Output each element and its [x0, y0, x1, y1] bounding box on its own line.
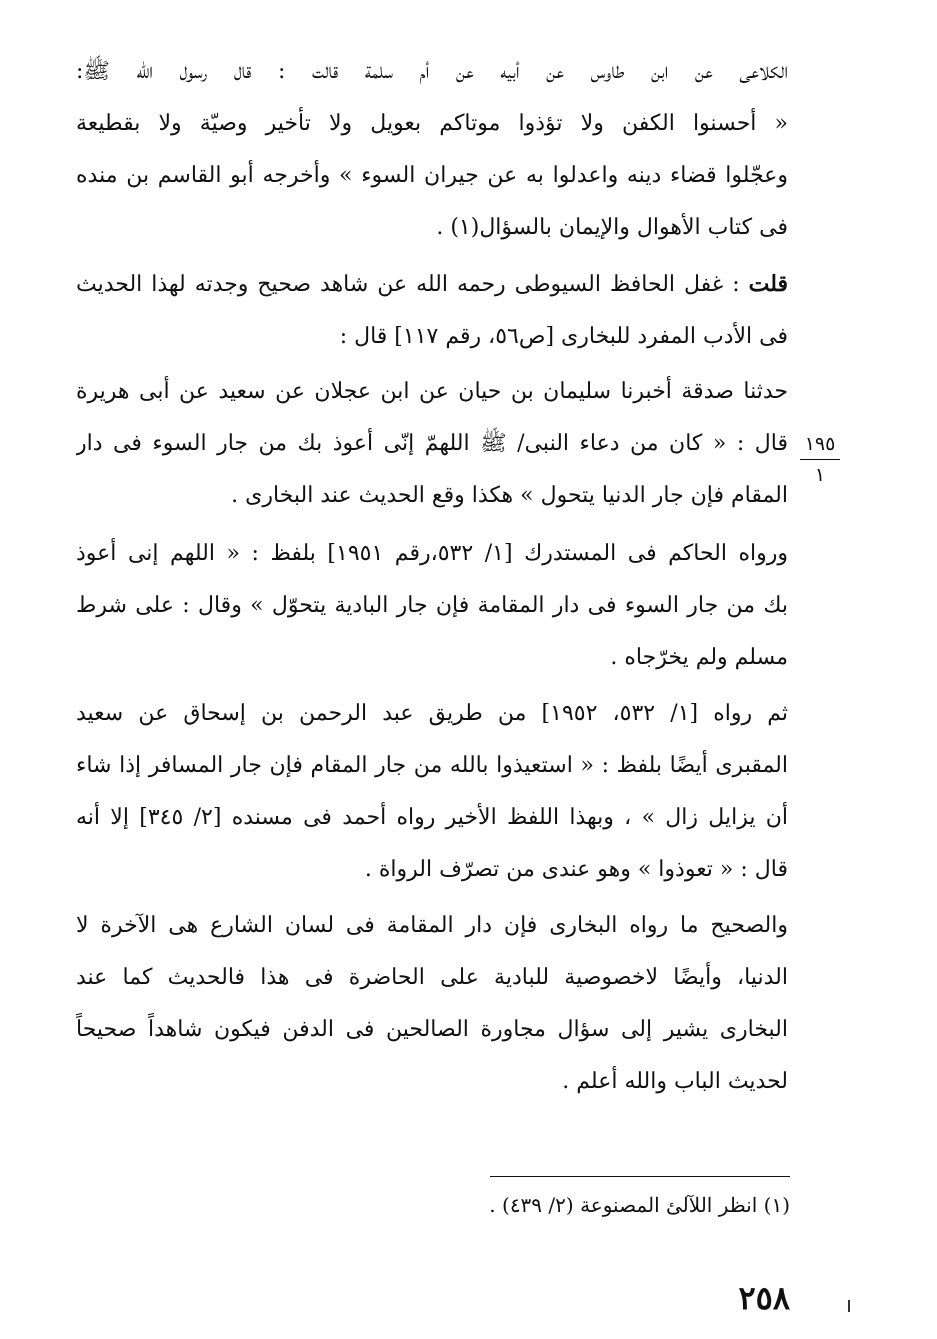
text-line: أن يزايل زال » ، وبهذا اللفظ الأخير رواه أحمد فى مسنده [٢/ ٣٤٥] إلا أنه	[76, 805, 788, 830]
text-line: فى الأدب المفرد للبخارى [ص٥٦، رقم ١١٧] قال :	[339, 324, 788, 349]
text-line: قال : « كان من دعاء النبى/ ﷺ اللهمّ إنّى أعوذ بك من جار السوء فى دار	[76, 431, 788, 456]
text-line: وعجّلوا قضاء دينه واعدلوا به عن جيران السوء » وأخرجه أبو القاسم بن منده	[76, 163, 788, 188]
margin-reference	[800, 432, 840, 487]
text-line: لحديث الباب والله أعلم .	[562, 1069, 788, 1094]
text-line: المقام فإن جار الدنيا يتحول » هكذا وقع الحديث عند البخارى .	[231, 483, 788, 508]
text-line: الكلاعى عن ابن طاوس عن أبيه عن أم سلمة قالت : قال رسول الله ﷺ:	[76, 59, 788, 84]
text-line: البخارى يشير إلى سؤال مجاورة الصالحين فى الدفن فيكون شاهداً صحيحاً	[76, 1017, 788, 1042]
margin-reference-top: ١٩٥	[804, 433, 836, 455]
paragraph-1	[76, 46, 788, 254]
scan-mark	[848, 1300, 850, 1312]
margin-reference-bottom: ١	[814, 464, 826, 486]
text-line: الدنيا، وأيضًا لاخصوصية للبادية على الحاضرة فى هذا فالحديث كما عند	[76, 965, 788, 990]
text-line-rest: : غفل الحافظ السيوطى رحمه الله عن شاهد صحيح وجدته لهذا الحديث	[76, 272, 749, 297]
paragraph-4	[76, 528, 788, 684]
footnote: (١) انظر اللآلئ المصنوعة (٢/ ٤٣٩) .	[489, 1193, 790, 1217]
paragraph-lead-word: قلت	[748, 271, 788, 297]
text-line: والصحيح ما رواه البخارى فإن دار المقامة فى لسان الشارع هى الآخرة لا	[76, 913, 788, 938]
paragraph-3	[76, 366, 788, 522]
footnote-divider	[490, 1176, 790, 1177]
text-line: قال : « تعوذوا » وهو عندى من تصرّف الرواة .	[364, 857, 788, 882]
text-line: بك من جار السوء فى دار المقامة فإن جار البادية يتحوّل » وقال : على شرط	[76, 593, 788, 618]
text-line: ثم رواه [١/ ٥٣٢، ١٩٥٢] من طريق عبد الرحمن بن إسحاق عن سعيد	[76, 701, 788, 726]
paragraph-6	[76, 900, 788, 1108]
text-line: « أحسنوا الكفن ولا تؤذوا موتاكم بعويل ولا تأخير وصيّة ولا بقطيعة	[76, 111, 788, 136]
text-line: فى كتاب الأهوال والإيمان بالسؤال(١) .	[436, 215, 788, 240]
text-line: ورواه الحاكم فى المستدرك [١/ ٥٣٢،رقم ١٩٥١] بلفظ : « اللهم إنى أعوذ	[76, 541, 788, 566]
margin-reference-rule	[800, 459, 840, 460]
text-line	[76, 258, 788, 311]
page-number: ٢٥٨	[738, 1279, 790, 1317]
paragraph-5	[76, 688, 788, 896]
text-line: حدثنا صدقة أخبرنا سليمان بن حيان عن ابن عجلان عن سعيد عن أبى هريرة	[76, 379, 788, 404]
text-line: المقبرى أيضًا بلفظ : « استعيذوا بالله من جار المقام فإن جار المسافر إذا شاء	[76, 753, 788, 778]
text-line: مسلم ولم يخرّجاه .	[610, 645, 788, 670]
paragraph-2	[76, 258, 788, 363]
